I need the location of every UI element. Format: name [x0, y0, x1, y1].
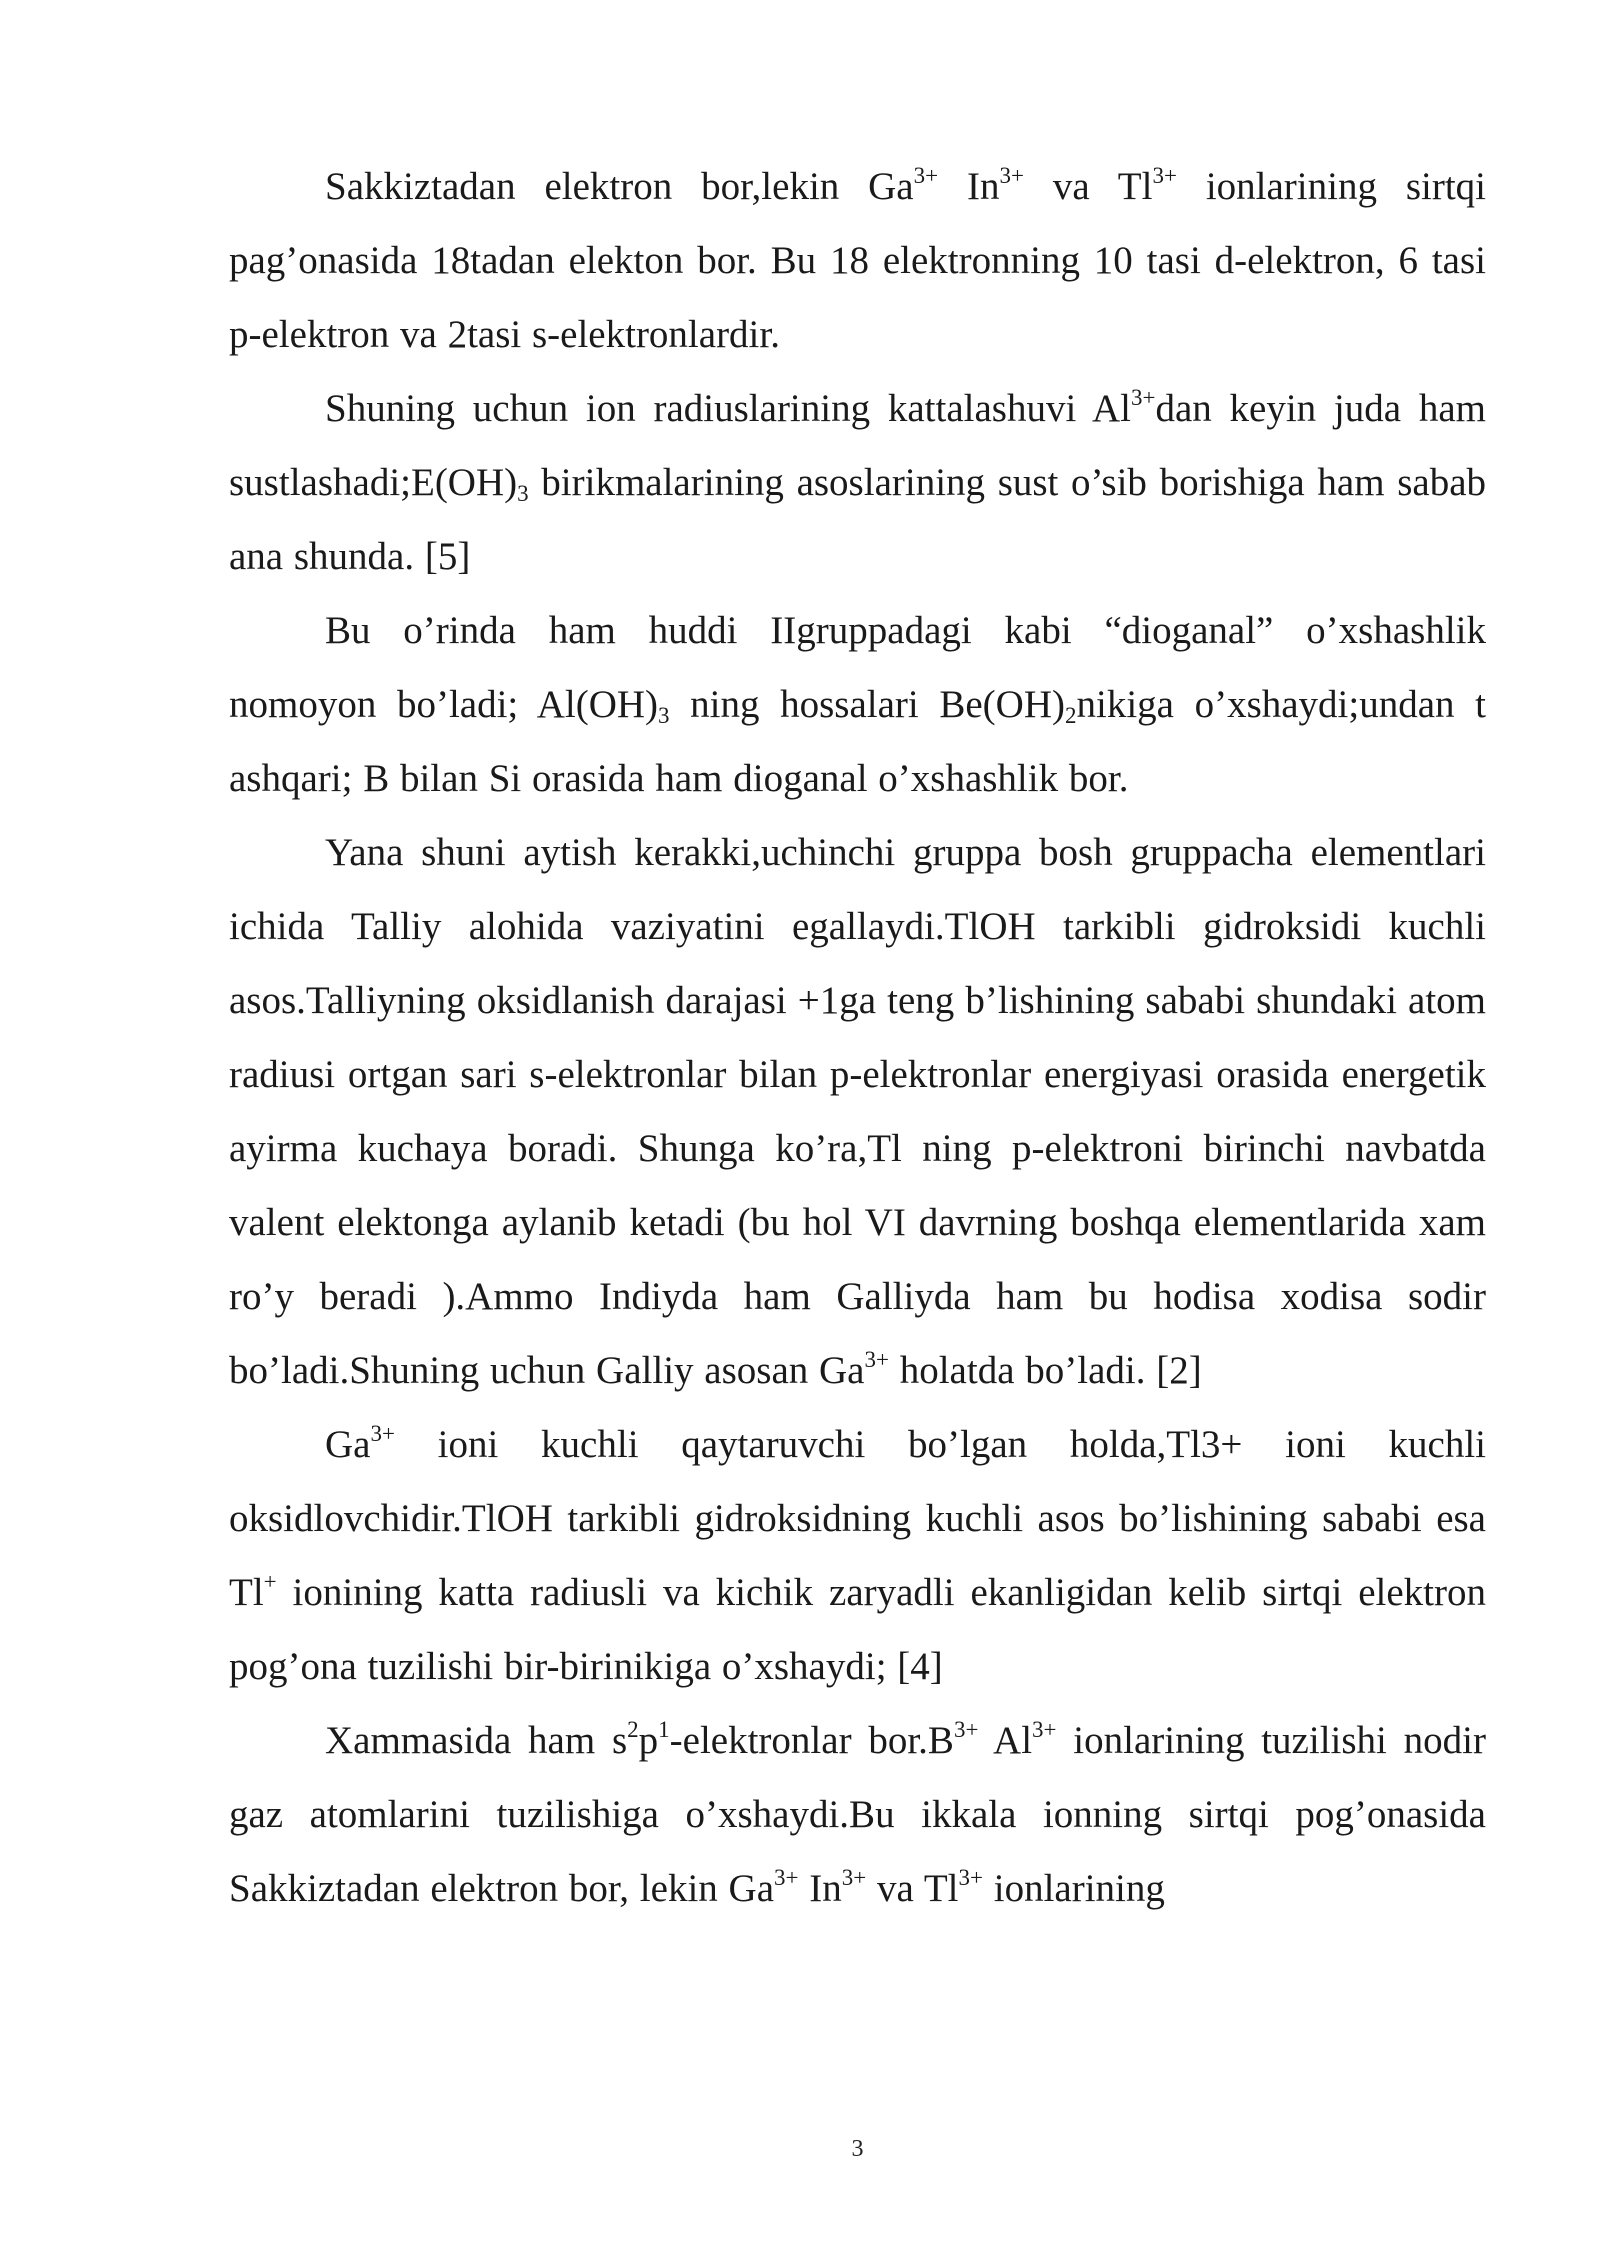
subscript: 3: [517, 481, 529, 506]
paragraph: Xammasida ham $s^2p^1$-elektronlar $bor.B^{3+}$ $Al^{3+}$ ionlarining tuzilishi nodir gaz atomlarini tuzilishiga o’xshaydi.Bu ikkala ionning sirtqi pog’onasida Sakkiztadan elektron bor, lekin $Ga^{3+}$ $In^{3+}$ va $Tl^{3+}$ ionlarining: [229, 1717, 1486, 1910]
page-number: 3: [851, 2136, 864, 2162]
paragraph: Sakkiztadan elektron bor,lekin $Ga^{3+}$ $In^{3+}$ va $Tl^{3+}$ ionlarining sirtqi pag’onasida 18tadan elekton bor. Bu 18 elektronning 10 tasi d-elektron, 6 tasi p-elektron va 2tasi s-elektronlardir.: [229, 163, 1487, 356]
superscript: 3+: [1152, 163, 1177, 188]
superscript: 3+: [1032, 1717, 1057, 1742]
paragraph: Yana shuni aytish kerakki,uchinchi gruppa bosh gruppacha elementlari ichida Talliy alohida vaziyatini egallaydi.TlOH tarkibli gidroksidi kuchli asos.Talliyning oksidlanish darajasi +1ga teng b’lishining sababi shundaki atom radiusi ortgan sari s-elektronlar bilan p-elektronlar energiyasi orasida energetik ayirma kuchaya boradi. Shunga ko’ra,Tl ning p-elektroni birinchi navbatda valent elektonga aylanib ketadi (bu hol VI davrning boshqa elementlarida xam ro’y beradi ).Ammo Indiyda ham Galliyda ham bu hodisa xodisa sodir bo’ladi.Shuning uchun Galliy asosan $Ga^{3+}$ holatda bo’ladi. [2]: [229, 831, 1486, 1392]
superscript: +: [263, 1569, 277, 1594]
superscript: 3+: [958, 1865, 983, 1890]
superscript: 3+: [913, 163, 939, 188]
paragraph: Bu o’rinda ham huddi IIgruppadagi kabi “dioganal” o’xshashlik nomoyon bo’ladi; $Al(OH)_3$ ning hossalari $Be(OH)_2nikiga$ o’xshaydi;undan t ashqari; B bilan Si orasida ham dioganal o’xshashlik bor.: [229, 609, 1486, 800]
superscript: 3+: [999, 163, 1024, 188]
subscript: 3: [658, 703, 670, 728]
superscript: 3+: [953, 1717, 979, 1742]
superscript: 3+: [864, 1347, 889, 1372]
superscript: 3+: [774, 1865, 799, 1890]
superscript: 3+: [370, 1421, 395, 1446]
subscript: 2: [1064, 703, 1077, 728]
superscript: 3+: [841, 1865, 867, 1890]
superscript: 2: [627, 1717, 639, 1742]
body-text: [229, 150, 1486, 1926]
superscript: 1: [658, 1717, 670, 1742]
paragraph: $Ga^{3+}$ ioni kuchli qaytaruvchi bo’lgan holda,Tl3+ ioni kuchli oksidlovchidir.TlOH tarkibli gidroksidning kuchli asos bo’lishining sababi esa Tl+ ionining katta radiusli va kichik zaryadli ekanligidan kelib sirtqi elektron pog’ona tuzilishi bir-birinikiga o’xshaydi; [4]: [229, 1421, 1486, 1688]
superscript: 3+: [1130, 385, 1156, 410]
paragraph: Shuning uchun ion radiuslarining kattalashuvi $Al^{3+}dan$ keyin juda ham $sustlashadi;E(OH)_3$ birikmalarining asoslarining sust o’sib borishiga ham sabab ana shunda. [5]: [229, 385, 1486, 578]
